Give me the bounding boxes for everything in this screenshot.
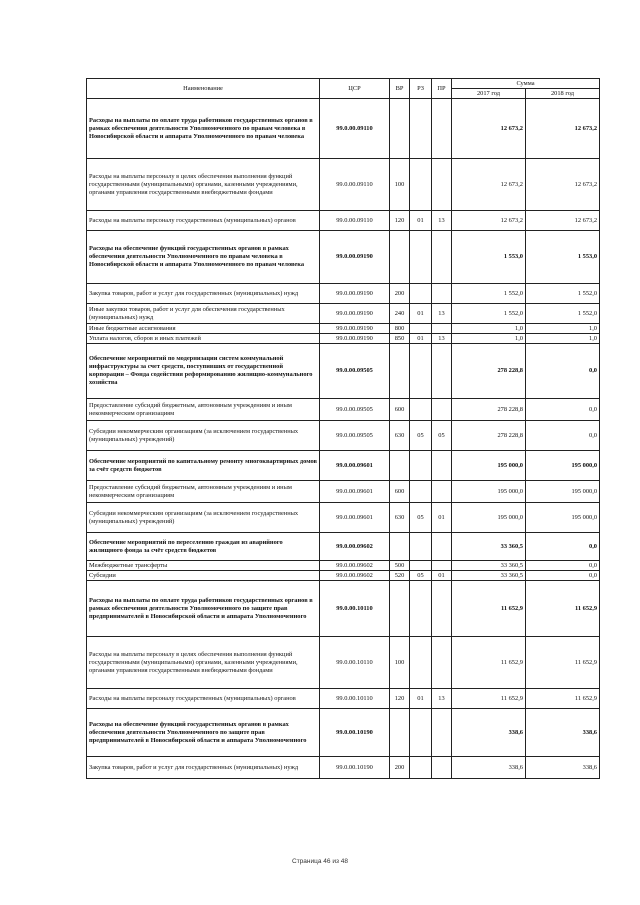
cell-y2018: 0,0 (526, 533, 600, 561)
cell-tsr: 99.0.00.09190 (320, 304, 390, 324)
cell-rz: 01 (410, 689, 432, 709)
header-name: Наименование (87, 79, 320, 99)
table-row (87, 159, 600, 211)
header-rz: РЗ (410, 79, 432, 99)
cell-pr (432, 159, 452, 211)
cell-y2017: 33 360,5 (452, 533, 526, 561)
cell-name: Межбюджетные трансферты (87, 561, 320, 571)
table-row (87, 689, 600, 709)
cell-y2018: 11 652,9 (526, 637, 600, 689)
table-row (87, 637, 600, 689)
cell-rz: 01 (410, 304, 432, 324)
cell-name: Расходы на обеспечение функций государственных органов в рамках обеспечения деятельности Уполномоченного по защите прав предпринимателей в Новосибирской области и аппарата Уполномоченного (87, 709, 320, 757)
cell-rz (410, 481, 432, 503)
cell-vr: 200 (390, 757, 410, 779)
cell-y2017: 278 228,8 (452, 344, 526, 399)
cell-vr: 800 (390, 324, 410, 334)
cell-y2018: 1,0 (526, 334, 600, 344)
cell-y2017: 338,6 (452, 757, 526, 779)
cell-vr: 520 (390, 571, 410, 581)
cell-vr (390, 231, 410, 284)
cell-tsr: 99.0.00.09110 (320, 99, 390, 159)
cell-name: Предоставление субсидий бюджетным, автономным учреждениям и иным некоммерческим организациям (87, 481, 320, 503)
cell-pr (432, 481, 452, 503)
table-row (87, 533, 600, 561)
cell-pr (432, 637, 452, 689)
cell-rz (410, 284, 432, 304)
cell-tsr: 99.0.00.09601 (320, 451, 390, 481)
table-row (87, 399, 600, 421)
cell-tsr: 99.0.00.10190 (320, 757, 390, 779)
cell-name: Расходы на выплаты персоналу в целях обеспечения выполнения функций государственными (муниципальными) органами, казенными учреждениями, органами управления государственными внебюджетными фондами (87, 159, 320, 211)
cell-rz (410, 709, 432, 757)
cell-y2017: 12 673,2 (452, 211, 526, 231)
table-row (87, 481, 600, 503)
cell-pr (432, 99, 452, 159)
header-year-2017: 2017 год (452, 89, 526, 99)
cell-y2017: 1 552,0 (452, 304, 526, 324)
cell-vr (390, 581, 410, 637)
cell-y2017: 278 228,8 (452, 399, 526, 421)
cell-vr (390, 99, 410, 159)
cell-y2018: 338,6 (526, 757, 600, 779)
cell-tsr: 99.0.00.09505 (320, 421, 390, 451)
cell-y2018: 338,6 (526, 709, 600, 757)
cell-name: Закупка товаров, работ и услуг для государственных (муниципальных) нужд (87, 284, 320, 304)
cell-rz: 01 (410, 334, 432, 344)
cell-y2018: 1,0 (526, 324, 600, 334)
cell-tsr: 99.0.00.09602 (320, 561, 390, 571)
table-row (87, 211, 600, 231)
header-vr: ВР (390, 79, 410, 99)
table-row (87, 284, 600, 304)
table-row (87, 304, 600, 324)
cell-name: Иные закупки товаров, работ и услуг для обеспечения государственных (муниципальных) нужд (87, 304, 320, 324)
cell-pr: 05 (432, 421, 452, 451)
cell-y2017: 11 652,9 (452, 581, 526, 637)
cell-y2018: 195 000,0 (526, 503, 600, 533)
cell-vr (390, 533, 410, 561)
cell-vr (390, 344, 410, 399)
cell-name: Расходы на выплаты персоналу в целях обеспечения выполнения функций государственными (муниципальными) органами, казенными учреждениями, органами управления государственными внебюджетными фондами (87, 637, 320, 689)
cell-y2018: 11 652,9 (526, 689, 600, 709)
cell-name: Уплата налогов, сборов и иных платежей (87, 334, 320, 344)
cell-vr: 600 (390, 481, 410, 503)
cell-y2018: 0,0 (526, 399, 600, 421)
cell-rz: 01 (410, 211, 432, 231)
cell-y2017: 11 652,9 (452, 689, 526, 709)
cell-pr (432, 451, 452, 481)
cell-pr (432, 284, 452, 304)
cell-rz (410, 637, 432, 689)
table-row (87, 99, 600, 159)
cell-vr: 630 (390, 421, 410, 451)
cell-vr: 600 (390, 399, 410, 421)
cell-y2017: 1,0 (452, 324, 526, 334)
cell-name: Предоставление субсидий бюджетным, автономным учреждениям и иным некоммерческим организациям (87, 399, 320, 421)
cell-tsr: 99.0.00.09190 (320, 334, 390, 344)
cell-name: Обеспечение мероприятий по капитальному ремонту многоквартирных домов за счёт средств бюджетов (87, 451, 320, 481)
cell-rz (410, 324, 432, 334)
cell-vr: 200 (390, 284, 410, 304)
cell-rz: 05 (410, 503, 432, 533)
page-footer: Страница 46 из 48 (292, 858, 348, 865)
cell-vr: 120 (390, 689, 410, 709)
cell-tsr: 99.0.00.09190 (320, 231, 390, 284)
cell-name: Расходы на обеспечение функций государственных органов в рамках обеспечения деятельности Уполномоченного по правам человека в Новосибирской области и аппарата Уполномоченного по правам человека (87, 231, 320, 284)
cell-y2018: 1 553,0 (526, 231, 600, 284)
table-row (87, 503, 600, 533)
cell-y2017: 1 552,0 (452, 284, 526, 304)
cell-y2018: 1 552,0 (526, 304, 600, 324)
table-row (87, 334, 600, 344)
cell-vr: 120 (390, 211, 410, 231)
table-row (87, 561, 600, 571)
header-sum: Сумма (452, 79, 600, 89)
cell-y2018: 12 673,2 (526, 159, 600, 211)
cell-pr (432, 231, 452, 284)
cell-pr (432, 709, 452, 757)
table-row (87, 571, 600, 581)
cell-pr (432, 581, 452, 637)
cell-y2017: 195 000,0 (452, 451, 526, 481)
cell-vr (390, 709, 410, 757)
cell-tsr: 99.0.00.09190 (320, 324, 390, 334)
cell-pr: 01 (432, 503, 452, 533)
cell-y2017: 195 000,0 (452, 503, 526, 533)
cell-tsr: 99.0.00.09505 (320, 344, 390, 399)
cell-y2018: 11 652,9 (526, 581, 600, 637)
cell-rz (410, 561, 432, 571)
cell-rz (410, 533, 432, 561)
table-row (87, 757, 600, 779)
cell-name: Обеспечение мероприятий по модернизации систем коммунальной инфраструктуры за счет средств, поступивших от государственной корпорации – Фонда содействия реформированию жилищно-коммунального хозяйства (87, 344, 320, 399)
cell-name: Обеспечение мероприятий по переселению граждан из аварийного жилищного фонда за счёт средств бюджетов (87, 533, 320, 561)
cell-tsr: 99.0.00.09110 (320, 159, 390, 211)
cell-tsr: 99.0.00.09601 (320, 481, 390, 503)
cell-y2018: 12 673,2 (526, 211, 600, 231)
cell-rz (410, 399, 432, 421)
cell-y2018: 0,0 (526, 571, 600, 581)
cell-tsr: 99.0.00.09602 (320, 533, 390, 561)
header-tsr: ЦСР (320, 79, 390, 99)
table-row (87, 451, 600, 481)
cell-y2017: 33 360,5 (452, 561, 526, 571)
cell-vr: 100 (390, 637, 410, 689)
cell-rz (410, 581, 432, 637)
cell-tsr: 99.0.00.09601 (320, 503, 390, 533)
cell-pr (432, 533, 452, 561)
cell-vr: 630 (390, 503, 410, 533)
cell-pr (432, 344, 452, 399)
cell-name: Иные бюджетные ассигнования (87, 324, 320, 334)
cell-y2018: 0,0 (526, 344, 600, 399)
cell-y2017: 338,6 (452, 709, 526, 757)
cell-pr: 13 (432, 689, 452, 709)
cell-pr (432, 757, 452, 779)
cell-name: Субсидии некоммерческим организациям (за исключением государственных (муниципальных) учреждений) (87, 421, 320, 451)
cell-tsr: 99.0.00.09110 (320, 211, 390, 231)
cell-y2017: 195 000,0 (452, 481, 526, 503)
cell-name: Субсидии (87, 571, 320, 581)
cell-tsr: 99.0.00.09602 (320, 571, 390, 581)
cell-y2018: 12 673,2 (526, 99, 600, 159)
cell-y2017: 33 360,5 (452, 571, 526, 581)
cell-y2018: 0,0 (526, 561, 600, 571)
cell-y2018: 1 552,0 (526, 284, 600, 304)
cell-pr: 13 (432, 211, 452, 231)
cell-y2017: 1 553,0 (452, 231, 526, 284)
cell-pr (432, 561, 452, 571)
cell-tsr: 99.0.00.09505 (320, 399, 390, 421)
cell-vr: 100 (390, 159, 410, 211)
cell-vr (390, 451, 410, 481)
cell-y2017: 11 652,9 (452, 637, 526, 689)
header-pr: ПР (432, 79, 452, 99)
cell-pr (432, 324, 452, 334)
table-row (87, 421, 600, 451)
cell-vr: 850 (390, 334, 410, 344)
cell-rz (410, 99, 432, 159)
cell-tsr: 99.0.00.09190 (320, 284, 390, 304)
table-row (87, 581, 600, 637)
cell-rz (410, 231, 432, 284)
cell-y2018: 195 000,0 (526, 481, 600, 503)
cell-name: Субсидии некоммерческим организациям (за исключением государственных (муниципальных) учреждений) (87, 503, 320, 533)
cell-tsr: 99.0.00.10110 (320, 637, 390, 689)
cell-name: Расходы на выплаты по оплате труда работников государственных органов в рамках обеспечения деятельности Уполномоченного по правам человека в Новосибирской области и аппарата Уполномоченного по правам человека (87, 99, 320, 159)
table-row (87, 324, 600, 334)
cell-pr (432, 399, 452, 421)
cell-pr: 13 (432, 334, 452, 344)
cell-rz (410, 757, 432, 779)
cell-name: Закупка товаров, работ и услуг для государственных (муниципальных) нужд (87, 757, 320, 779)
budget-table (86, 78, 600, 779)
cell-tsr: 99.0.00.10190 (320, 709, 390, 757)
cell-y2018: 0,0 (526, 421, 600, 451)
cell-rz (410, 159, 432, 211)
cell-tsr: 99.0.00.10110 (320, 581, 390, 637)
cell-vr: 240 (390, 304, 410, 324)
cell-y2017: 12 673,2 (452, 99, 526, 159)
cell-name: Расходы на выплаты персоналу государственных (муниципальных) органов (87, 689, 320, 709)
table-row (87, 231, 600, 284)
cell-y2017: 12 673,2 (452, 159, 526, 211)
cell-pr: 13 (432, 304, 452, 324)
cell-name: Расходы на выплаты по оплате труда работников государственных органов в рамках обеспечения деятельности Уполномоченного по защите прав предпринимателей в Новосибирской области и аппарата Уполномоченного (87, 581, 320, 637)
cell-name: Расходы на выплаты персоналу государственных (муниципальных) органов (87, 211, 320, 231)
cell-y2018: 195 000,0 (526, 451, 600, 481)
cell-y2017: 1,0 (452, 334, 526, 344)
cell-vr: 500 (390, 561, 410, 571)
cell-rz: 05 (410, 421, 432, 451)
cell-rz: 05 (410, 571, 432, 581)
table-row (87, 344, 600, 399)
cell-rz (410, 451, 432, 481)
cell-pr: 01 (432, 571, 452, 581)
table-row (87, 709, 600, 757)
header-year-2018: 2018 год (526, 89, 600, 99)
cell-y2017: 278 228,8 (452, 421, 526, 451)
cell-tsr: 99.0.00.10110 (320, 689, 390, 709)
cell-rz (410, 344, 432, 399)
